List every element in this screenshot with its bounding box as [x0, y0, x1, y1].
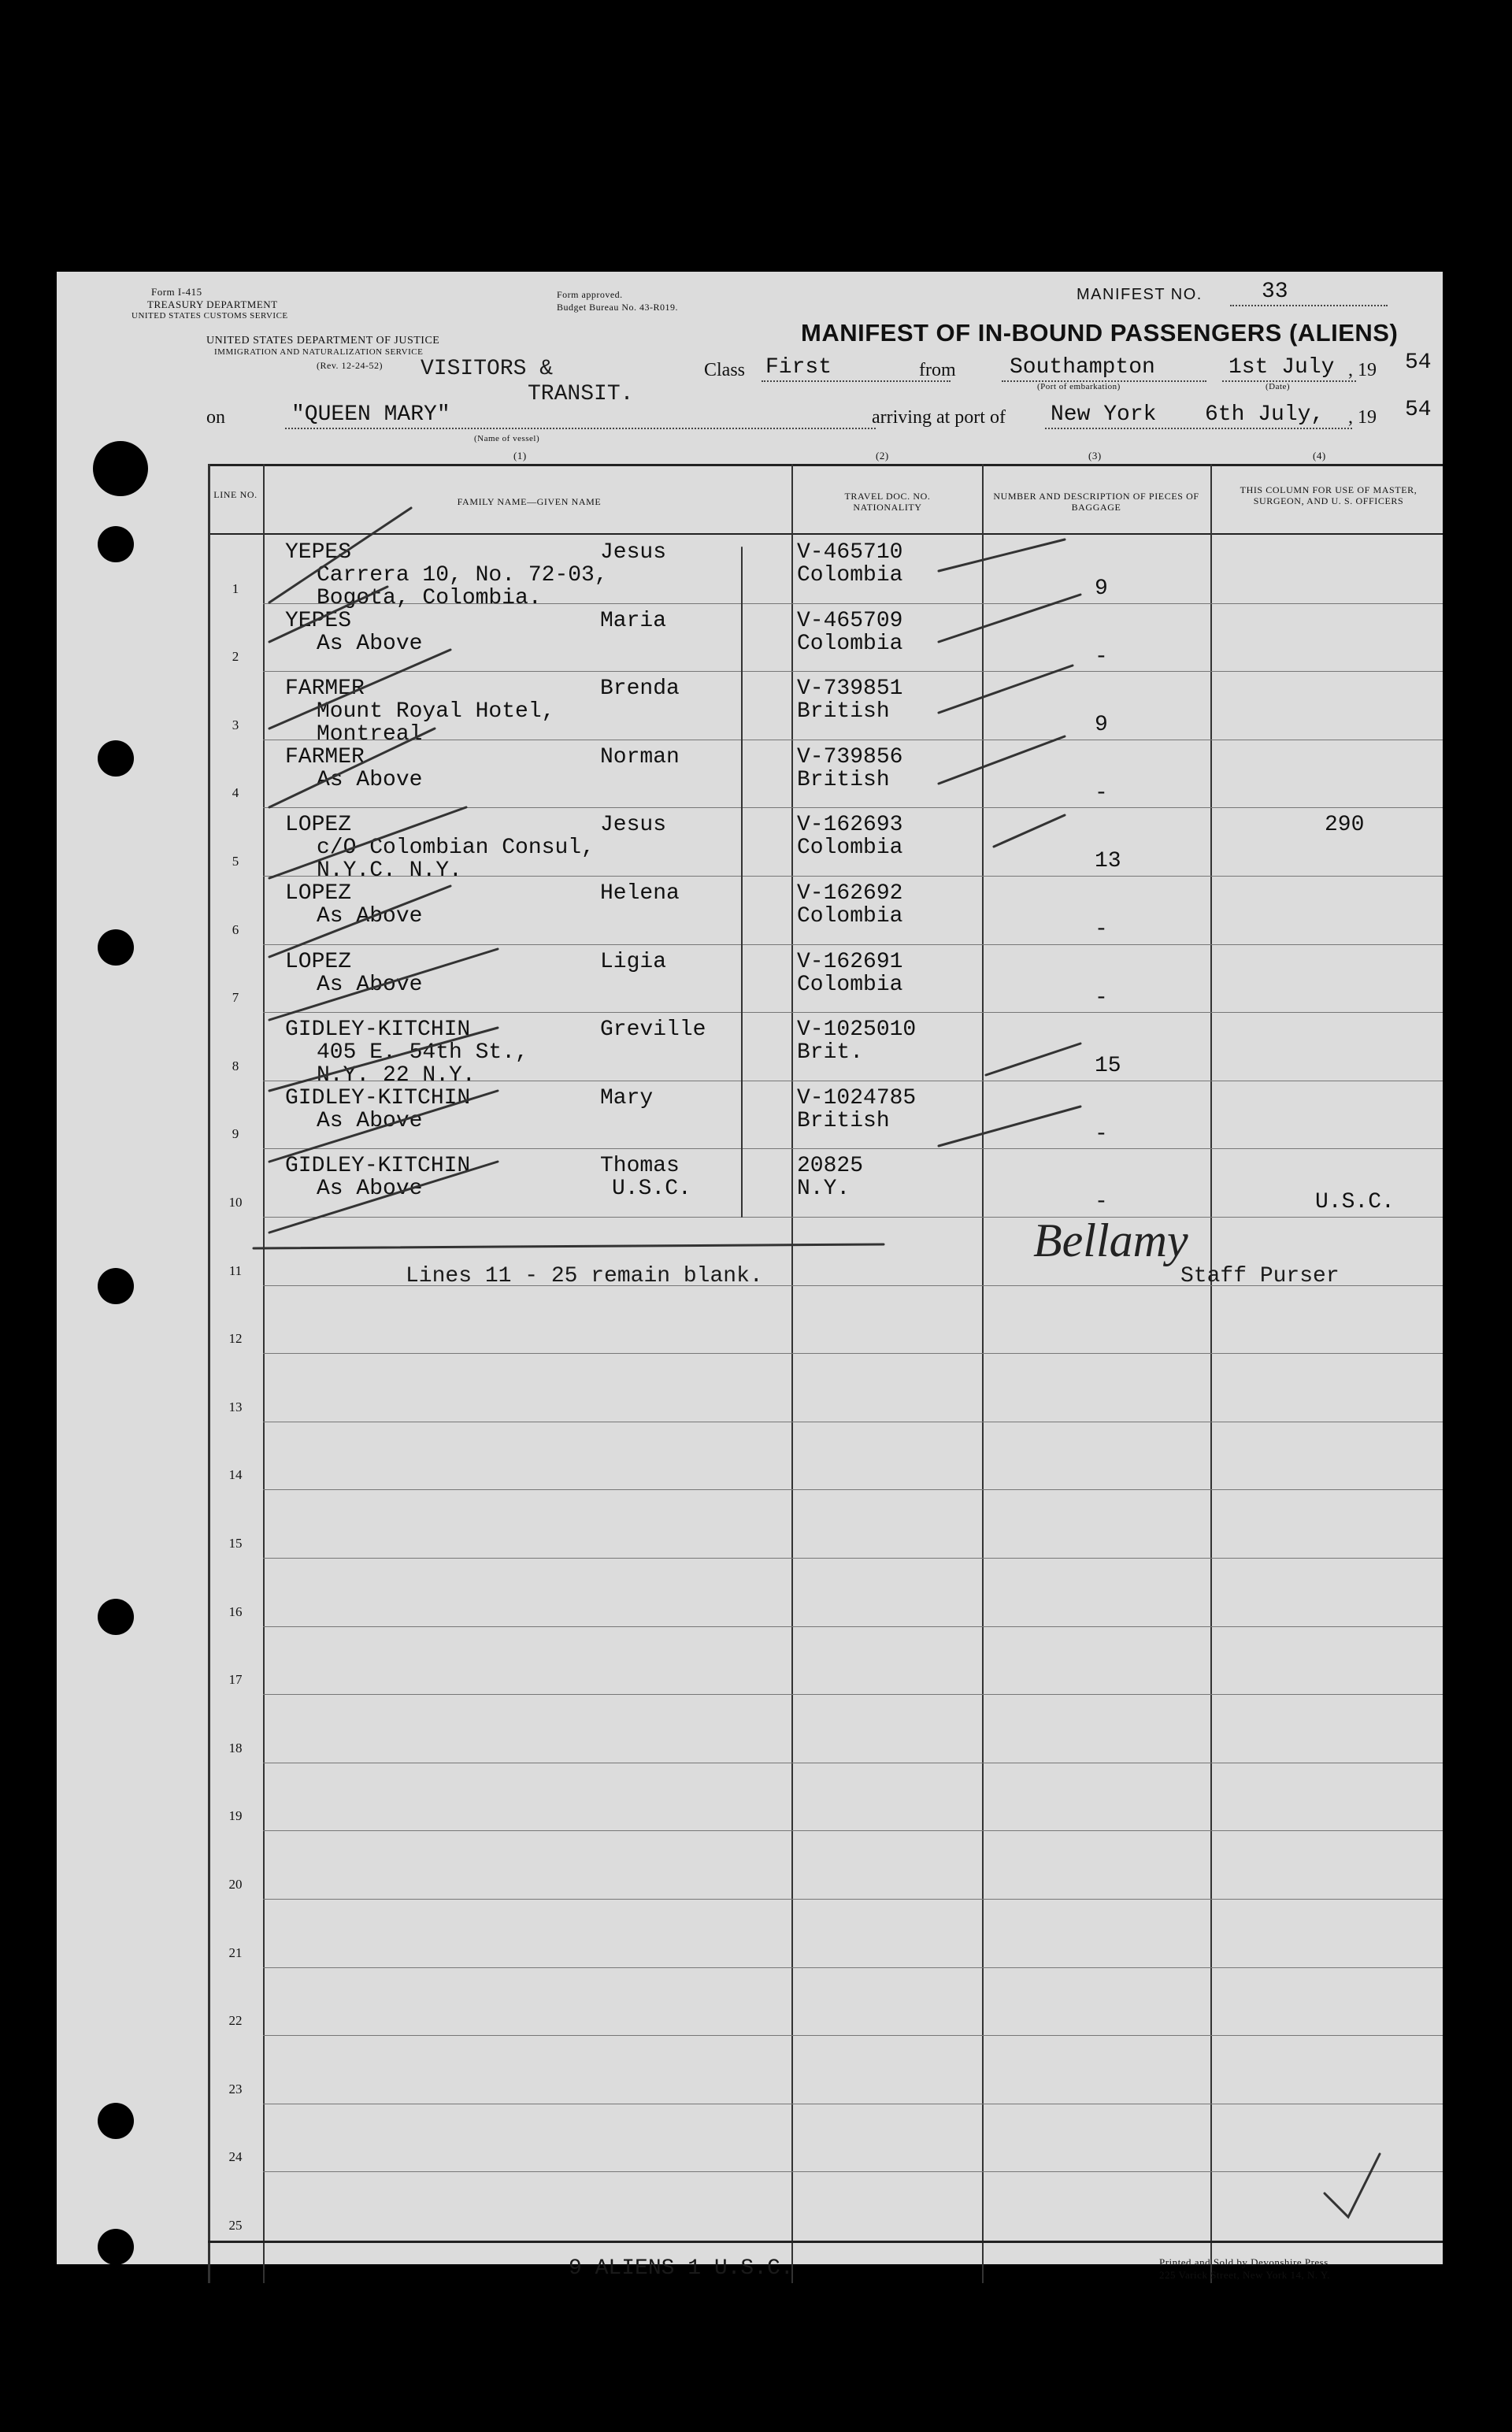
baggage-count-text: 13: [1095, 849, 1121, 874]
punch-hole: [98, 2103, 134, 2139]
nationality-text: Colombia: [797, 563, 903, 588]
nationality-text: Brit.: [797, 1040, 864, 1066]
given-name-text: Norman: [600, 744, 680, 769]
baggage-count-text: -: [1095, 1121, 1108, 1147]
blank-lines-note: Lines 11 - 25 remain blank.: [406, 1264, 763, 1288]
family-name-text: FARMER: [285, 744, 365, 769]
punch-hole: [98, 526, 134, 562]
line-number: 13: [228, 1399, 243, 1414]
baggage-count-text: -: [1095, 780, 1108, 806]
manifest-no-value: 33: [1262, 280, 1288, 304]
line-number: 24: [228, 2149, 243, 2165]
check-stroke-8: [269, 1028, 498, 1091]
col-header-officers: THIS COLUMN FOR USE OF MASTER, SURGEON, AND U. S. OFFICERS: [1240, 484, 1418, 506]
officer-note-text: U.S.C.: [1315, 1190, 1395, 1215]
baggage-count-text: -: [1095, 918, 1108, 942]
travel-doc-no-text: V-1025010: [797, 1018, 917, 1043]
line-number: 16: [228, 1603, 243, 1619]
purser-signature: Bellamy: [1033, 1214, 1188, 1266]
arrival-port-value: New York: [1051, 402, 1157, 427]
line-number: 14: [228, 1467, 243, 1483]
given-name-text: Jesus: [600, 813, 667, 838]
line-number: 7: [232, 990, 239, 1006]
address-line-text: As Above: [317, 1177, 423, 1202]
address-line-text: N.Y.C. N.Y.: [317, 858, 462, 884]
printer-line-2: 225 Varick Street, New York 14, N. Y.: [1159, 2269, 1330, 2281]
family-name-text: FARMER: [285, 677, 365, 702]
punch-hole: [98, 740, 134, 777]
year-suffix: 54: [1405, 350, 1432, 375]
check-stroke-2: [269, 587, 387, 642]
port-caption: (Port of embarkation): [1037, 382, 1121, 391]
address-line-text: As Above: [317, 1108, 423, 1133]
family-name-text: YEPES: [285, 608, 352, 633]
travel-doc-no-text: 20825: [797, 1154, 864, 1179]
punch-hole: [93, 441, 148, 496]
treasury-dept: TREASURY DEPARTMENT: [147, 298, 278, 310]
travel-doc-no-text: V-465710: [797, 540, 903, 565]
travel-doc-no-text: V-162693: [797, 813, 903, 838]
line-number: 2: [232, 649, 239, 665]
punch-hole: [98, 1599, 134, 1635]
col-header-baggage: NUMBER AND DESCRIPTION OF PIECES OF BAGGAGE: [993, 491, 1199, 513]
vessel-value: "QUEEN MARY": [291, 402, 450, 427]
date-caption: (Date): [1266, 382, 1291, 391]
given-name-text: Maria: [600, 608, 667, 633]
transit-label: TRANSIT.: [528, 382, 634, 406]
nationality-text: British: [797, 1108, 890, 1133]
staff-purser-label: Staff Purser: [1180, 1264, 1340, 1288]
family-name-text: GIDLEY-KITCHIN: [285, 1154, 471, 1179]
line-number: 8: [232, 1058, 239, 1073]
footer-totals: 9 ALIENS 1 U.S.C.: [569, 2256, 794, 2281]
address-line-text: Montreal: [317, 722, 423, 747]
line-number: 6: [232, 921, 239, 937]
line-number: 1: [232, 580, 239, 596]
line-number: 22: [228, 2013, 243, 2029]
check-stroke-4: [269, 728, 435, 807]
baggage-count-text: -: [1095, 985, 1108, 1010]
address-line-text: As Above: [317, 904, 423, 929]
col-header-travel-doc: TRAVEL DOC. NO. NATIONALITY: [844, 491, 931, 513]
tick-mark: [1325, 2154, 1380, 2217]
check-stroke-9: [269, 1091, 498, 1162]
doc-check-7: [939, 1107, 1080, 1146]
address-line-text: As Above: [317, 972, 423, 997]
officer-note-text: 290: [1325, 813, 1365, 838]
address-line-text: N.Y. 22 N.Y.: [317, 1063, 476, 1088]
address-line-text: c/O Colombian Consul,: [317, 836, 595, 861]
doc-check-1: [939, 539, 1065, 571]
line-number: 10: [228, 1195, 243, 1210]
citizenship-note-text: U.S.C.: [612, 1177, 691, 1202]
class-value: First: [765, 355, 832, 380]
given-name-text: Greville: [600, 1018, 706, 1043]
address-line-text: Carrera 10, No. 72-03,: [317, 563, 608, 588]
date-value: 1st July: [1228, 355, 1335, 380]
given-name-text: Brenda: [600, 677, 680, 702]
punch-hole: [98, 1268, 134, 1304]
given-name-text: Mary: [600, 1085, 654, 1110]
year-prefix: , 19: [1348, 360, 1377, 380]
travel-doc-no-text: V-739856: [797, 744, 903, 769]
check-stroke-6: [269, 886, 450, 957]
nationality-text: Colombia: [797, 631, 903, 656]
line-number: 3: [232, 717, 239, 732]
arrival-year-suffix: 54: [1405, 398, 1432, 422]
line-number: 11: [228, 1262, 243, 1278]
nationality-text: Colombia: [797, 904, 903, 929]
doc-check-3: [939, 665, 1073, 713]
baggage-count-text: 9: [1095, 713, 1108, 738]
doc-check-5: [994, 815, 1065, 847]
travel-doc-no-text: V-162692: [797, 881, 903, 906]
baggage-count-text: 15: [1095, 1054, 1121, 1079]
nationality-text: N.Y.: [797, 1177, 850, 1202]
family-name-text: LOPEZ: [285, 813, 352, 838]
line-number: 5: [232, 854, 239, 869]
baggage-count-text: 9: [1095, 576, 1108, 601]
line-number: 23: [228, 2081, 243, 2096]
line-number: 17: [228, 1672, 243, 1688]
nationality-text: British: [797, 699, 890, 725]
arrival-date-value: 6th July,: [1205, 402, 1325, 427]
line-number: 25: [228, 2218, 243, 2233]
col-header-name: FAMILY NAME—GIVEN NAME: [457, 496, 602, 507]
check-stroke-3: [269, 650, 450, 728]
vessel-caption: (Name of vessel): [474, 434, 540, 443]
on-label: on: [206, 407, 225, 428]
printer-line-1: Printed and Sold by Devonshire Press: [1159, 2256, 1329, 2268]
visitors-label: VISITORS &: [421, 357, 554, 381]
line-number: 9: [232, 1126, 239, 1142]
family-name-text: GIDLEY-KITCHIN: [285, 1018, 471, 1043]
doc-check-6: [986, 1044, 1080, 1075]
line-number: 20: [228, 1877, 243, 1892]
punch-hole: [98, 2229, 134, 2265]
line-number: 18: [228, 1740, 243, 1755]
punch-hole: [98, 929, 134, 966]
family-name-text: LOPEZ: [285, 881, 352, 906]
col-num-3: (3): [1088, 450, 1102, 462]
travel-doc-no-text: V-739851: [797, 677, 903, 702]
manifest-title: MANIFEST OF IN-BOUND PASSENGERS (ALIENS): [801, 319, 1399, 347]
nationality-text: Colombia: [797, 972, 903, 997]
line-number: 4: [232, 785, 239, 801]
doc-check-2: [939, 595, 1080, 642]
given-name-text: Jesus: [600, 540, 667, 565]
address-line-text: As Above: [317, 767, 423, 792]
col-num-2: (2): [876, 450, 889, 462]
doc-check-4: [939, 736, 1065, 784]
line-number: 12: [228, 1331, 243, 1347]
travel-doc-no-text: V-465709: [797, 608, 903, 633]
family-name-text: LOPEZ: [285, 949, 352, 974]
arrival-year-prefix: , 19: [1348, 407, 1377, 428]
ins-label: IMMIGRATION AND NATURALIZATION SERVICE: [214, 347, 424, 357]
baggage-count-text: -: [1095, 1190, 1108, 1215]
manifest-page: [57, 272, 1443, 2281]
check-stroke-1: [269, 508, 411, 602]
check-stroke-7: [269, 949, 498, 1020]
customs-service: UNITED STATES CUSTOMS SERVICE: [132, 311, 288, 321]
family-name-text: YEPES: [285, 540, 352, 565]
manifest-no-label: MANIFEST NO.: [1077, 286, 1203, 303]
nationality-text: British: [797, 767, 890, 792]
rev-date: (Rev. 12-24-52): [317, 360, 384, 371]
justice-dept: UNITED STATES DEPARTMENT OF JUSTICE: [206, 335, 440, 347]
form-number: Form I-415: [151, 286, 202, 298]
address-line-text: Bogota, Colombia.: [317, 586, 542, 610]
travel-doc-no-text: V-1024785: [797, 1085, 917, 1110]
family-name-text: GIDLEY-KITCHIN: [285, 1085, 471, 1110]
travel-doc-no-text: V-162691: [797, 949, 903, 974]
nationality-text: Colombia: [797, 836, 903, 861]
baggage-count-text: -: [1095, 644, 1108, 669]
col-num-1: (1): [513, 450, 527, 462]
given-name-text: Thomas: [600, 1154, 680, 1179]
form-approved: Form approved.: [557, 289, 623, 300]
check-stroke-5: [269, 807, 466, 878]
line-number: 21: [228, 1944, 243, 1960]
col-num-4: (4): [1313, 450, 1326, 462]
line-number: 15: [228, 1536, 243, 1551]
col-header-line-no: LINE NO.: [213, 489, 258, 500]
arriving-label: arriving at port of: [872, 407, 1006, 428]
check-stroke-10: [269, 1162, 498, 1233]
line-number: 19: [228, 1808, 243, 1824]
address-line-text: Mount Royal Hotel,: [317, 699, 555, 725]
port-value: Southampton: [1010, 355, 1155, 380]
from-label: from: [919, 360, 956, 380]
address-line-text: 405 E. 54th St.,: [317, 1040, 528, 1066]
handwriting-overlay: [57, 272, 1443, 2264]
address-line-text: As Above: [317, 631, 423, 656]
class-label: Class: [704, 360, 746, 380]
strike-through: [254, 1244, 884, 1248]
budget-bureau: Budget Bureau No. 43-R019.: [557, 302, 678, 313]
given-name-text: Ligia: [600, 949, 667, 974]
given-name-text: Helena: [600, 881, 680, 906]
